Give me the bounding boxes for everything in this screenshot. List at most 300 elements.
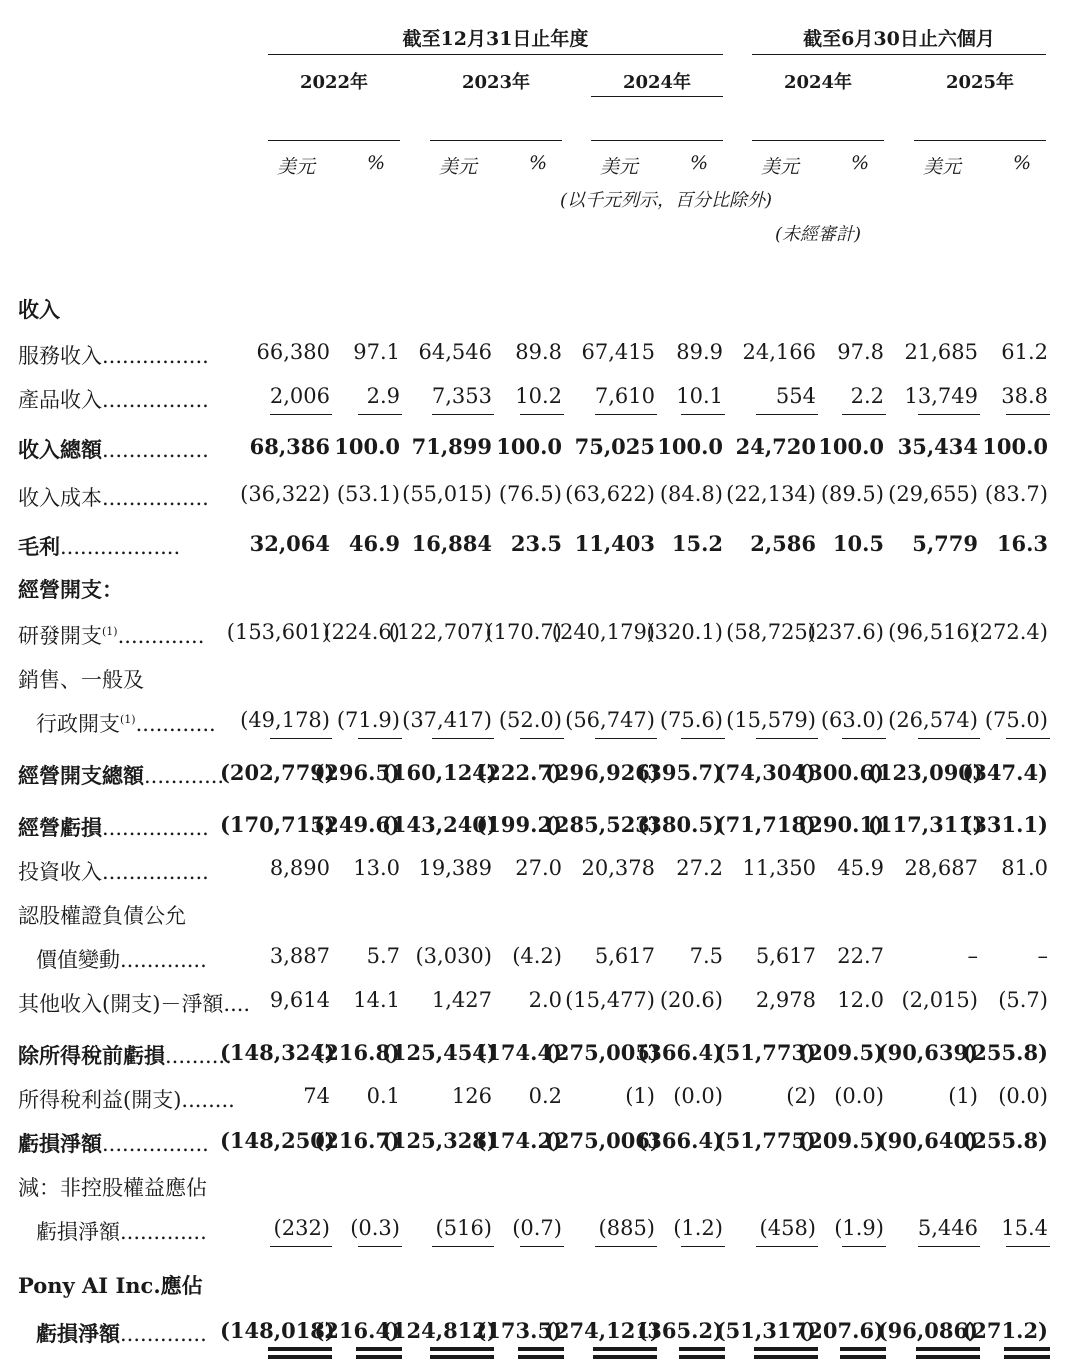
year-2025-h1: 2025年: [945, 72, 1015, 93]
table-cell: 89.9: [676, 340, 723, 364]
total-double-rule: [754, 1347, 818, 1351]
period-h1-heading: 截至6月30日止六個月: [803, 28, 995, 50]
unit-pct: %: [366, 152, 386, 174]
table-cell: 5,617: [755, 944, 816, 968]
total-double-rule: [430, 1347, 494, 1351]
table-cell: 19,389: [418, 856, 492, 880]
subtotal-rule: [595, 738, 657, 739]
table-cell: (173.5): [476, 1318, 562, 1343]
table-cell: 10.5: [832, 531, 884, 556]
subtotal-rule: [520, 738, 564, 739]
table-cell: 2.0: [528, 988, 562, 1012]
table-cell: 16.3: [996, 531, 1048, 556]
subtotal-rule: [1006, 1246, 1050, 1247]
table-cell: (90,640): [877, 1128, 978, 1153]
table-cell: 7,353: [431, 384, 492, 408]
total-double-rule: [593, 1347, 657, 1351]
subtotal-rule: [756, 1246, 818, 1247]
table-cell: 2,586: [750, 531, 816, 556]
row-label: [18, 340, 209, 370]
table-cell: 97.8: [837, 340, 884, 364]
row-label-text: 毛利: [18, 534, 60, 559]
subtotal-rule: [358, 414, 402, 415]
table-cell: 10.2: [515, 384, 562, 408]
period-h1-rule: [752, 54, 1046, 55]
table-cell: (255.8): [962, 1128, 1048, 1153]
subtotal-rule: [681, 1246, 725, 1247]
leader-dots: ................: [102, 486, 209, 510]
unit-pct: %: [1012, 152, 1032, 174]
unit-usd: 美元: [760, 156, 799, 178]
table-cell: (75.6): [659, 708, 723, 732]
table-cell: 7,610: [594, 384, 655, 408]
subtotal-rule: [432, 414, 494, 415]
row-label-text: 收入成本: [18, 486, 102, 510]
table-cell: (148,018): [220, 1318, 335, 1343]
row-label: [36, 1216, 207, 1246]
table-cell: (36,322): [240, 482, 330, 506]
table-cell: (29,655): [888, 482, 978, 506]
unit-rule-4: [752, 140, 884, 141]
table-cell: 16,884: [411, 531, 492, 556]
table-cell: (1.2): [673, 1216, 723, 1240]
table-cell: (37,417): [402, 708, 492, 732]
row-label: [18, 664, 144, 694]
table-cell: 100.0: [496, 434, 562, 459]
table-cell: (53.1): [336, 482, 400, 506]
table-cell: (125,328): [382, 1128, 497, 1153]
row-label-text: 服務收入: [18, 344, 102, 368]
total-double-rule: [679, 1347, 725, 1351]
table-cell: 5,779: [912, 531, 978, 556]
row-label: [18, 900, 186, 930]
table-cell: 11,403: [574, 531, 655, 556]
row-label-text: 其他收入(開支)－淨額: [18, 992, 224, 1016]
row-label: [18, 482, 209, 512]
table-cell: (296.5): [314, 760, 400, 785]
table-cell: (63,622): [565, 482, 655, 506]
table-cell: (174.4): [476, 1040, 562, 1065]
table-cell: (885): [598, 1216, 655, 1240]
table-cell: 35,434: [897, 434, 978, 459]
table-cell: (96,516): [888, 620, 978, 644]
subtotal-rule: [918, 1246, 980, 1247]
total-double-rule: [268, 1355, 332, 1359]
leader-dots: ................: [102, 1132, 209, 1156]
table-cell: (285,523): [545, 812, 660, 837]
table-cell: 2.9: [366, 384, 400, 408]
row-label: [18, 1270, 203, 1300]
table-cell: 7.5: [689, 944, 723, 968]
note-unaudited: (未經審計): [774, 224, 862, 245]
row-label-text: 經營開支總額: [18, 763, 144, 788]
subtotal-rule: [520, 1246, 564, 1247]
table-cell: (84.8): [659, 482, 723, 506]
table-cell: (75.0): [984, 708, 1048, 732]
table-cell: (63.0): [820, 708, 884, 732]
row-label-text: 虧損淨額: [36, 1321, 120, 1346]
subtotal-rule: [918, 414, 980, 415]
table-cell: (0.0): [673, 1084, 723, 1108]
total-double-rule: [916, 1347, 980, 1351]
row-label: [18, 434, 209, 464]
leader-dots: .............: [120, 1220, 207, 1244]
section-revenue: 收入: [18, 297, 60, 322]
unit-pct: %: [689, 152, 709, 174]
row-label-text: Pony AI Inc.應佔: [18, 1273, 203, 1298]
leader-dots: ................: [102, 388, 209, 412]
table-cell: 21,685: [904, 340, 978, 364]
unit-rule-5: [914, 140, 1046, 141]
row-label-text: 收入總額: [18, 437, 102, 462]
unit-rule-1: [268, 140, 400, 141]
table-cell: 68,386: [249, 434, 330, 459]
table-cell: 13.0: [353, 856, 400, 880]
subtotal-rule: [358, 1246, 402, 1247]
table-cell: 27.0: [515, 856, 562, 880]
table-cell: (90,639): [877, 1040, 978, 1065]
table-cell: (207.6): [798, 1318, 884, 1343]
table-cell: (56,747): [565, 708, 655, 732]
row-label: [18, 620, 204, 650]
table-cell: (4.2): [512, 944, 562, 968]
total-double-rule: [916, 1355, 980, 1359]
table-cell: (124,812): [382, 1318, 497, 1343]
row-label: [18, 384, 209, 414]
table-cell: (51,317): [715, 1318, 816, 1343]
table-cell: (255.8): [962, 1040, 1048, 1065]
table-cell: (1.9): [834, 1216, 884, 1240]
table-cell: (2,015): [901, 988, 978, 1012]
table-cell: (216.8): [314, 1040, 400, 1065]
year-2022: 2022年: [299, 72, 369, 93]
table-cell: (1): [625, 1084, 655, 1108]
row-label: [18, 531, 180, 561]
period-fy-heading: 截至12月31日止年度: [402, 28, 589, 50]
unit-usd: 美元: [276, 156, 315, 178]
table-cell: 61.2: [1001, 340, 1048, 364]
subtotal-rule: [270, 414, 332, 415]
table-cell: 0.1: [366, 1084, 400, 1108]
unit-pct: %: [850, 152, 870, 174]
table-cell: (76.5): [498, 482, 562, 506]
total-double-rule: [593, 1355, 657, 1359]
year-2024-underline: [591, 96, 723, 97]
total-double-rule: [430, 1355, 494, 1359]
row-label-text: 行政開支: [36, 712, 120, 736]
subtotal-rule: [842, 1246, 886, 1247]
unit-usd: 美元: [599, 156, 638, 178]
leader-dots: ................: [102, 860, 209, 884]
subtotal-rule: [842, 738, 886, 739]
table-cell: 0.2: [528, 1084, 562, 1108]
table-cell: (89.5): [820, 482, 884, 506]
table-cell: –: [1037, 944, 1048, 968]
leader-dots: ..........: [165, 1044, 232, 1068]
subtotal-rule: [432, 738, 494, 739]
table-cell: (209.5): [798, 1040, 884, 1065]
table-cell: (300.6): [798, 760, 884, 785]
table-cell: (199.2): [476, 812, 562, 837]
table-cell: 24,166: [742, 340, 816, 364]
table-cell: 5,617: [594, 944, 655, 968]
table-cell: –: [967, 944, 978, 968]
row-label-text: 虧損淨額: [18, 1131, 102, 1156]
table-cell: (216.7): [314, 1128, 400, 1153]
subtotal-rule: [595, 414, 657, 415]
row-label: [18, 760, 224, 790]
table-cell: (160,124): [382, 760, 497, 785]
table-cell: (0.7): [512, 1216, 562, 1240]
table-cell: 2.2: [850, 384, 884, 408]
row-label: [36, 708, 216, 738]
leader-dots: ............: [144, 764, 225, 788]
subtotal-rule: [756, 738, 818, 739]
table-cell: (123,090): [868, 760, 983, 785]
table-cell: 126: [451, 1084, 492, 1108]
row-label-text: 銷售、一般及: [18, 668, 144, 692]
table-cell: (2): [786, 1084, 816, 1108]
table-cell: 1,427: [431, 988, 492, 1012]
table-cell: (15,477): [565, 988, 655, 1012]
row-label: [18, 856, 209, 886]
footnote-marker: (1): [102, 625, 118, 638]
table-cell: 22.7: [837, 944, 884, 968]
total-double-rule: [518, 1355, 564, 1359]
table-cell: (275,005): [545, 1040, 660, 1065]
table-cell: 27.2: [676, 856, 723, 880]
unit-usd: 美元: [438, 156, 477, 178]
year-2023: 2023年: [461, 72, 531, 93]
table-cell: 46.9: [348, 531, 400, 556]
table-cell: 66,380: [256, 340, 330, 364]
table-cell: 2,978: [755, 988, 816, 1012]
note-thousands: (以千元列示，百分比除外): [560, 190, 773, 211]
table-cell: (216.4): [314, 1318, 400, 1343]
total-double-rule: [840, 1347, 886, 1351]
leader-dots: ..................: [60, 535, 181, 559]
table-cell: 74: [303, 1084, 330, 1108]
period-fy-rule: [268, 54, 723, 55]
subtotal-rule: [595, 1246, 657, 1247]
row-label: [18, 1040, 232, 1070]
table-cell: (55,015): [402, 482, 492, 506]
table-cell: (274,121): [545, 1318, 660, 1343]
table-cell: (232): [273, 1216, 330, 1240]
table-cell: (153,601): [226, 620, 330, 644]
leader-dots: ............: [135, 712, 216, 736]
table-cell: (58,725): [726, 620, 816, 644]
table-cell: (125,454): [382, 1040, 497, 1065]
table-cell: (249.6): [314, 812, 400, 837]
subtotal-rule: [681, 414, 725, 415]
total-double-rule: [268, 1347, 332, 1351]
table-cell: (52.0): [498, 708, 562, 732]
table-cell: (347.4): [962, 760, 1048, 785]
table-cell: 15.4: [1001, 1216, 1048, 1240]
table-cell: 38.8: [1001, 384, 1048, 408]
table-cell: 20,378: [581, 856, 655, 880]
footnote-marker: (1): [120, 713, 136, 726]
subtotal-rule: [681, 738, 725, 739]
table-cell: 5,446: [917, 1216, 978, 1240]
table-cell: (366.4): [637, 1040, 723, 1065]
subtotal-rule: [918, 738, 980, 739]
table-cell: (209.5): [798, 1128, 884, 1153]
unit-rule-2: [430, 140, 562, 141]
table-cell: 100.0: [334, 434, 400, 459]
row-label-text: 減：非控股權益應佔: [18, 1176, 207, 1200]
unit-rule-3: [591, 140, 723, 141]
table-cell: (148,250): [220, 1128, 335, 1153]
table-cell: 32,064: [249, 531, 330, 556]
table-cell: 89.8: [515, 340, 562, 364]
table-cell: 75,025: [574, 434, 655, 459]
table-cell: (202,779): [220, 760, 335, 785]
table-cell: (170.7): [485, 620, 562, 644]
table-cell: 23.5: [510, 531, 562, 556]
row-label: [18, 1172, 207, 1202]
table-cell: (366.4): [637, 1128, 723, 1153]
leader-dots: ................: [102, 344, 209, 368]
table-cell: 71,899: [411, 434, 492, 459]
table-cell: (71.9): [336, 708, 400, 732]
table-cell: 13,749: [904, 384, 978, 408]
table-cell: (74,304): [715, 760, 816, 785]
table-cell: 45.9: [837, 856, 884, 880]
table-cell: (516): [435, 1216, 492, 1240]
table-cell: (174.2): [476, 1128, 562, 1153]
table-cell: 100.0: [818, 434, 884, 459]
table-cell: (143,240): [382, 812, 497, 837]
table-cell: (122,707): [388, 620, 492, 644]
row-label: [36, 1318, 207, 1348]
table-cell: (240,179): [551, 620, 655, 644]
table-cell: 2,006: [269, 384, 330, 408]
table-cell: (51,775): [715, 1128, 816, 1153]
table-cell: (290.1): [798, 812, 884, 837]
row-label-text: 投資收入: [18, 860, 102, 884]
table-cell: 3,887: [269, 944, 330, 968]
table-cell: (458): [759, 1216, 816, 1240]
row-label: [18, 812, 209, 842]
table-cell: 24,720: [735, 434, 816, 459]
table-cell: (83.7): [984, 482, 1048, 506]
table-cell: 67,415: [581, 340, 655, 364]
leader-dots: ................: [102, 438, 209, 462]
total-double-rule: [754, 1355, 818, 1359]
unit-pct: %: [528, 152, 548, 174]
table-cell: (331.1): [962, 812, 1048, 837]
leader-dots: ....: [223, 992, 251, 1016]
subtotal-rule: [358, 738, 402, 739]
table-cell: (0.0): [998, 1084, 1048, 1108]
row-label-text: 經營虧損: [18, 815, 102, 840]
total-double-rule: [679, 1355, 725, 1359]
row-label-text: 價值變動: [36, 948, 120, 972]
table-cell: 97.1: [353, 340, 400, 364]
row-label: [18, 1084, 235, 1114]
leader-dots: ................: [102, 816, 209, 840]
table-cell: 8,890: [269, 856, 330, 880]
table-cell: (96,086): [877, 1318, 978, 1343]
table-cell: (5.7): [998, 988, 1048, 1012]
table-cell: 100.0: [982, 434, 1048, 459]
leader-dots: ........: [181, 1088, 235, 1112]
section-opex: 經營開支：: [18, 577, 123, 602]
subtotal-rule: [432, 1246, 494, 1247]
table-cell: 554: [775, 384, 816, 408]
total-double-rule: [356, 1355, 402, 1359]
table-cell: (15,579): [726, 708, 816, 732]
table-cell: (22,134): [726, 482, 816, 506]
row-label: [18, 1128, 209, 1158]
table-cell: (71,718): [715, 812, 816, 837]
total-double-rule: [356, 1347, 402, 1351]
row-label-text: 除所得稅前虧損: [18, 1043, 165, 1068]
total-double-rule: [1004, 1347, 1050, 1351]
subtotal-rule: [1006, 738, 1050, 739]
unit-usd: 美元: [922, 156, 961, 178]
subtotal-rule: [270, 738, 332, 739]
leader-dots: .............: [117, 624, 205, 648]
table-cell: (275,006): [545, 1128, 660, 1153]
table-cell: (320.1): [646, 620, 723, 644]
row-label-text: 虧損淨額: [36, 1220, 120, 1244]
subtotal-rule: [270, 1246, 332, 1247]
table-cell: (0.3): [350, 1216, 400, 1240]
table-cell: 64,546: [418, 340, 492, 364]
table-cell: 11,350: [742, 856, 816, 880]
table-cell: 15.2: [671, 531, 723, 556]
table-cell: (26,574): [888, 708, 978, 732]
subtotal-rule: [520, 414, 564, 415]
subtotal-rule: [842, 414, 886, 415]
table-cell: 10.1: [676, 384, 723, 408]
table-cell: (271.2): [962, 1318, 1048, 1343]
total-double-rule: [840, 1355, 886, 1359]
year-2024-fy: 2024年: [622, 72, 692, 93]
total-double-rule: [518, 1347, 564, 1351]
table-cell: (365.2): [637, 1318, 723, 1343]
year-2024-h1: 2024年: [783, 72, 853, 93]
table-cell: (272.4): [971, 620, 1048, 644]
table-cell: (296,926): [545, 760, 660, 785]
table-cell: (380.5): [637, 812, 723, 837]
subtotal-rule: [1006, 414, 1050, 415]
row-label-text: 產品收入: [18, 388, 102, 412]
row-label: [18, 988, 250, 1018]
table-cell: 14.1: [353, 988, 400, 1012]
row-label-text: 所得稅利益(開支): [18, 1088, 182, 1112]
table-cell: (224.6): [323, 620, 400, 644]
table-cell: (0.0): [834, 1084, 884, 1108]
table-cell: 12.0: [837, 988, 884, 1012]
leader-dots: .............: [120, 948, 207, 972]
table-cell: (20.6): [659, 988, 723, 1012]
row-label: [36, 944, 207, 974]
table-cell: (148,324): [220, 1040, 335, 1065]
table-cell: (395.7): [637, 760, 723, 785]
table-cell: 28,687: [904, 856, 978, 880]
table-cell: 100.0: [657, 434, 723, 459]
table-cell: (3,030): [415, 944, 492, 968]
table-cell: (222.7): [476, 760, 562, 785]
table-cell: 81.0: [1001, 856, 1048, 880]
total-double-rule: [1004, 1355, 1050, 1359]
table-cell: (117,311): [868, 812, 983, 837]
leader-dots: .............: [120, 1322, 207, 1346]
